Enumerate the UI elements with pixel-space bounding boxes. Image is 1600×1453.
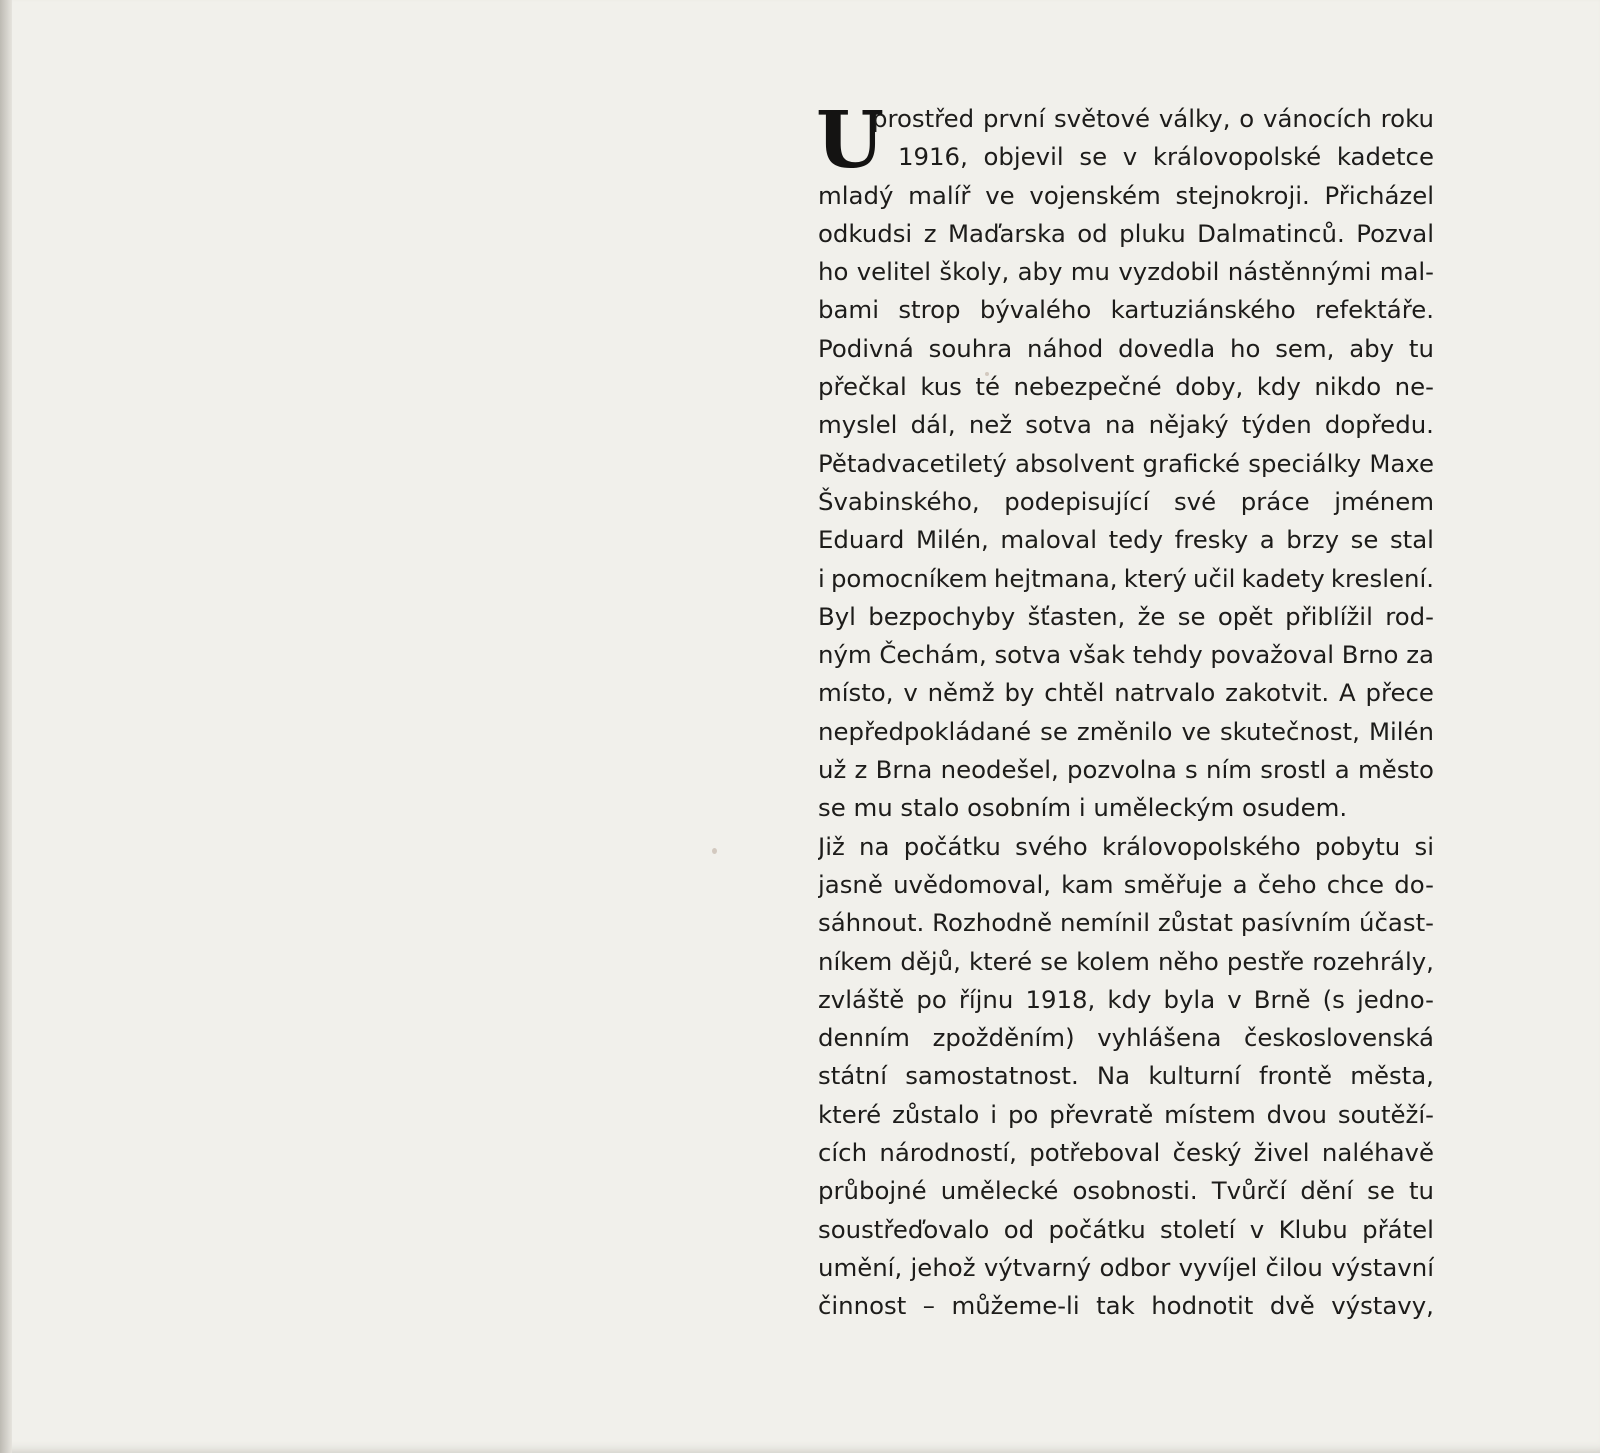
text-line: níkem dějů, které se kolem něho pestře rozehrály, — [818, 946, 1434, 976]
text-line: Byl bezpochyby šťasten, že se opět přiblížil rod- — [818, 601, 1434, 631]
text-line: i pomocníkem hejtmana, který učil kadety kreslení. — [818, 563, 1434, 593]
text-line: bami strop bývalého kartuziánského refektáře. — [818, 295, 1434, 325]
drop-cap-letter: U — [816, 95, 885, 186]
text-line: mladý malíř ve vojenském stejnokroji. Přicházel — [818, 180, 1434, 210]
text-line: přečkal kus té nebezpečné doby, kdy nikdo ne- — [818, 372, 1434, 402]
text-line: ho velitel školy, aby mu vyzdobil nástěnnými mal- — [818, 257, 1434, 287]
text-line: sáhnout. Rozhodně nemínil zůstat pasívním účast- — [818, 908, 1434, 938]
text-line: jasně uvědomoval, kam směřuje a čeho chce do- — [818, 869, 1434, 899]
text-line: cích národností, potřeboval český živel naléhavě — [818, 1138, 1434, 1168]
text-line: místo, v němž by chtěl natrvalo zakotvit. A přece — [818, 678, 1434, 708]
text-line: prostřed první světové války, o vánocích roku — [872, 104, 1434, 133]
text-line: činnost – můžeme-li tak hodnotit dvě výstavy, — [818, 1291, 1434, 1321]
text-line: ným Čechám, sotva však tehdy považoval Brno za — [818, 640, 1434, 670]
text-line: Eduard Milén, maloval tedy fresky a brzy se stal — [818, 525, 1434, 555]
article-text — [816, 95, 1434, 1326]
page-binding-edge — [0, 0, 12, 1453]
text-line: státní samostatnost. Na kulturní frontě města, — [818, 1061, 1434, 1091]
text-line: Pětadvacetiletý absolvent grafické speciálky Maxe — [818, 448, 1434, 478]
paper-stain — [712, 848, 717, 854]
text-line: odkudsi z Maďarska od pluku Dalmatinců. Pozval — [818, 218, 1434, 248]
text-line: umění, jehož výtvarný odbor vyvíjel čilou výstavní — [818, 1252, 1434, 1282]
text-line: denním zpožděním) vyhlášena československá — [818, 1023, 1434, 1053]
text-line: 1916, objevil se v královopolské kadetce — [898, 142, 1434, 172]
text-line: zvláště po říjnu 1918, kdy byla v Brně (s jedno- — [818, 984, 1434, 1014]
text-line: které zůstalo i po převratě místem dvou soutěží- — [818, 1099, 1434, 1129]
text-line: nepředpokládané se změnilo ve skutečnost, Milén — [818, 716, 1434, 746]
text-line: Podivná souhra náhod dovedla ho sem, aby tu — [818, 333, 1434, 363]
text-line: myslel dál, než sotva na nějaký týden dopředu. — [818, 410, 1434, 440]
text-line: Již na počátku svého královopolského pobytu si — [818, 831, 1434, 861]
text-line: se mu stalo osobním i uměleckým osudem. — [818, 793, 1348, 823]
text-line: už z Brna neodešel, pozvolna s ním srostl a město — [818, 755, 1434, 785]
text-line: průbojné umělecké osobnosti. Tvůrčí dění se tu — [818, 1176, 1434, 1206]
text-line: soustřeďovalo od počátku století v Klubu přátel — [818, 1214, 1434, 1244]
text-line: Švabinského, podepisující své práce jménem — [818, 486, 1434, 516]
